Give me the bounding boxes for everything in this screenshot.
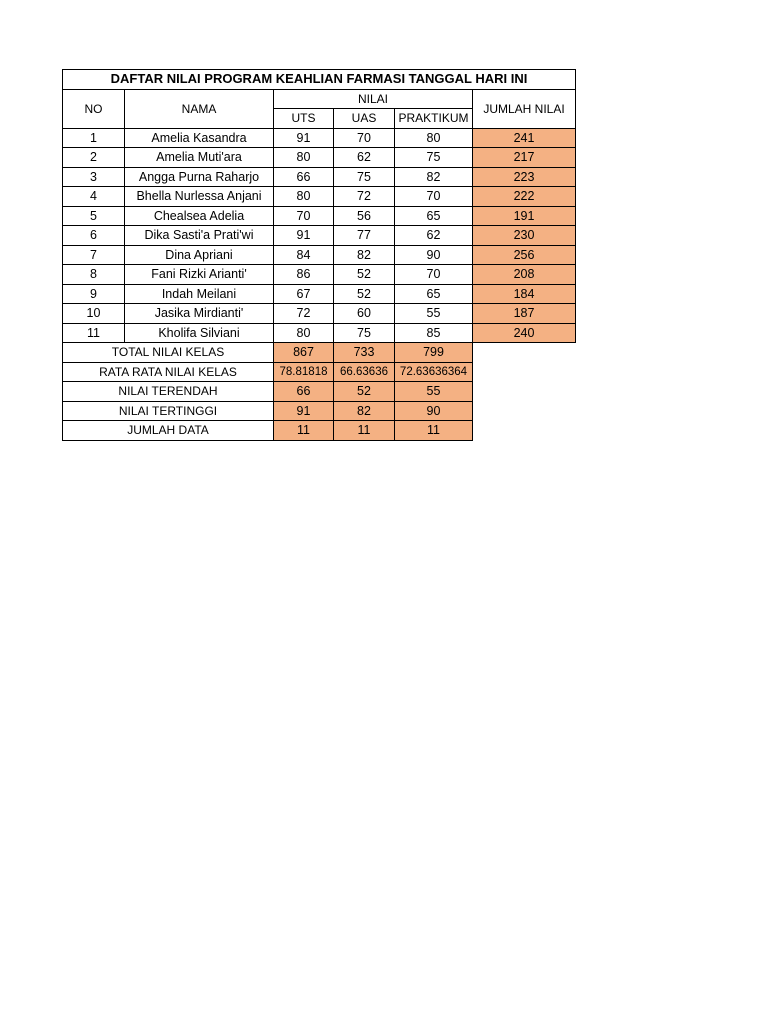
cell-uts: 91 (274, 128, 334, 148)
table-row (63, 128, 576, 148)
summary-row (63, 362, 576, 382)
cell-jumlah-nilai: 217 (473, 148, 576, 168)
table-row (63, 226, 576, 246)
summary-empty (473, 382, 576, 402)
cell-nama: Indah Meilani (125, 284, 274, 304)
summary-label: TOTAL NILAI KELAS (63, 343, 274, 363)
cell-uts: 80 (274, 323, 334, 343)
cell-no: 7 (63, 245, 125, 265)
cell-uts: 67 (274, 284, 334, 304)
summary-uts: 78.81818 (274, 362, 334, 382)
cell-uts: 84 (274, 245, 334, 265)
cell-uas: 52 (334, 284, 395, 304)
header-uas: UAS (334, 109, 395, 129)
header-nama: NAMA (125, 89, 274, 128)
cell-jumlah-nilai: 256 (473, 245, 576, 265)
cell-nama: Chealsea Adelia (125, 206, 274, 226)
summary-uts: 91 (274, 401, 334, 421)
cell-uts: 86 (274, 265, 334, 285)
cell-jumlah-nilai: 240 (473, 323, 576, 343)
cell-jumlah-nilai: 241 (473, 128, 576, 148)
table-row (63, 323, 576, 343)
cell-nama: Dika Sasti'a Prati'wi (125, 226, 274, 246)
summary-uts: 11 (274, 421, 334, 441)
cell-nama: Jasika Mirdianti' (125, 304, 274, 324)
cell-jumlah-nilai: 222 (473, 187, 576, 207)
table-row (63, 284, 576, 304)
cell-uas: 70 (334, 128, 395, 148)
table-row (63, 167, 576, 187)
cell-jumlah-nilai: 187 (473, 304, 576, 324)
summary-uas: 82 (334, 401, 395, 421)
header-row-1 (63, 89, 576, 109)
summary-praktikum: 11 (395, 421, 473, 441)
cell-no: 9 (63, 284, 125, 304)
cell-uas: 75 (334, 323, 395, 343)
cell-no: 5 (63, 206, 125, 226)
table-row (63, 187, 576, 207)
summary-uas: 11 (334, 421, 395, 441)
cell-no: 1 (63, 128, 125, 148)
cell-uas: 60 (334, 304, 395, 324)
summary-praktikum: 799 (395, 343, 473, 363)
table-row (63, 265, 576, 285)
header-jumlah-nilai: JUMLAH NILAI (473, 89, 576, 128)
summary-praktikum: 72.63636364 (395, 362, 473, 382)
summary-row (63, 343, 576, 363)
cell-praktikum: 62 (395, 226, 473, 246)
cell-uts: 80 (274, 148, 334, 168)
cell-uts: 70 (274, 206, 334, 226)
cell-nama: Dina Apriani (125, 245, 274, 265)
summary-label: NILAI TERENDAH (63, 382, 274, 402)
cell-jumlah-nilai: 184 (473, 284, 576, 304)
cell-uas: 75 (334, 167, 395, 187)
cell-nama: Angga Purna Raharjo (125, 167, 274, 187)
cell-praktikum: 65 (395, 206, 473, 226)
summary-empty (473, 401, 576, 421)
cell-praktikum: 55 (395, 304, 473, 324)
summary-row (63, 382, 576, 402)
cell-no: 4 (63, 187, 125, 207)
header-praktikum: PRAKTIKUM (395, 109, 473, 129)
cell-nama: Amelia Kasandra (125, 128, 274, 148)
summary-uas: 66.63636 (334, 362, 395, 382)
cell-no: 6 (63, 226, 125, 246)
cell-praktikum: 85 (395, 323, 473, 343)
cell-praktikum: 70 (395, 187, 473, 207)
header-nilai: NILAI (274, 89, 473, 109)
grades-table (62, 69, 576, 441)
summary-praktikum: 55 (395, 382, 473, 402)
cell-no: 11 (63, 323, 125, 343)
summary-empty (473, 362, 576, 382)
cell-uts: 72 (274, 304, 334, 324)
cell-praktikum: 90 (395, 245, 473, 265)
cell-nama: Kholifa Silviani (125, 323, 274, 343)
cell-no: 10 (63, 304, 125, 324)
cell-uts: 80 (274, 187, 334, 207)
cell-uas: 82 (334, 245, 395, 265)
summary-uas: 52 (334, 382, 395, 402)
cell-no: 8 (63, 265, 125, 285)
table-title: DAFTAR NILAI PROGRAM KEAHLIAN FARMASI TANGGAL HARI INI (63, 70, 576, 90)
summary-label: JUMLAH DATA (63, 421, 274, 441)
table-row (63, 148, 576, 168)
cell-no: 3 (63, 167, 125, 187)
cell-jumlah-nilai: 208 (473, 265, 576, 285)
summary-empty (473, 421, 576, 441)
cell-uas: 62 (334, 148, 395, 168)
cell-nama: Bhella Nurlessa Anjani (125, 187, 274, 207)
cell-praktikum: 75 (395, 148, 473, 168)
cell-nama: Fani Rizki Arianti' (125, 265, 274, 285)
cell-jumlah-nilai: 230 (473, 226, 576, 246)
cell-praktikum: 65 (395, 284, 473, 304)
cell-uas: 52 (334, 265, 395, 285)
summary-label: RATA RATA NILAI KELAS (63, 362, 274, 382)
cell-jumlah-nilai: 191 (473, 206, 576, 226)
summary-row (63, 401, 576, 421)
summary-label: NILAI TERTINGGI (63, 401, 274, 421)
cell-nama: Amelia Muti'ara (125, 148, 274, 168)
summary-uts: 867 (274, 343, 334, 363)
summary-praktikum: 90 (395, 401, 473, 421)
cell-uts: 91 (274, 226, 334, 246)
cell-no: 2 (63, 148, 125, 168)
cell-uas: 72 (334, 187, 395, 207)
table-row (63, 245, 576, 265)
summary-row (63, 421, 576, 441)
cell-jumlah-nilai: 223 (473, 167, 576, 187)
cell-uas: 56 (334, 206, 395, 226)
table-row (63, 304, 576, 324)
table-row (63, 206, 576, 226)
cell-praktikum: 82 (395, 167, 473, 187)
table-body (63, 70, 576, 441)
cell-uts: 66 (274, 167, 334, 187)
cell-praktikum: 80 (395, 128, 473, 148)
title-row (63, 70, 576, 90)
cell-uas: 77 (334, 226, 395, 246)
summary-uas: 733 (334, 343, 395, 363)
header-no: NO (63, 89, 125, 128)
header-uts: UTS (274, 109, 334, 129)
cell-praktikum: 70 (395, 265, 473, 285)
summary-uts: 66 (274, 382, 334, 402)
summary-empty (473, 343, 576, 363)
spreadsheet (62, 69, 576, 441)
